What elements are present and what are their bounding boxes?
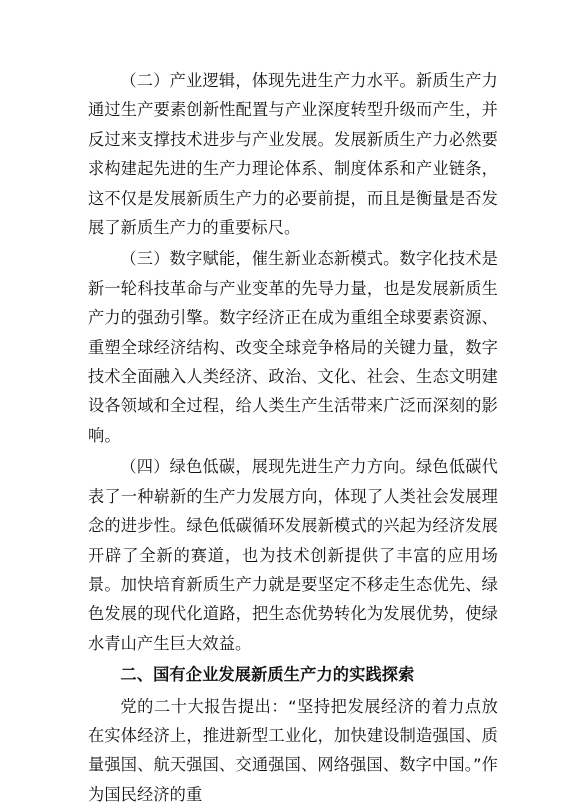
section-heading: 二、国有企业发展新质生产力的实践探索 [120, 665, 415, 685]
document-body [88, 66, 498, 809]
paragraph-industry-logic: （二）产业逻辑，体现先进生产力水平。新质生产力通过生产要素创新性配置与产业深度转型升级而产生，并反过来支撑技术进步与产业发展。发展新质生产力必然要求构建起先进的生产力理论体系、制度体系和产业链条，这不仅是发展新质生产力的必要前提，而且是衡量是否发展了新质生产力的重要标尺。 [88, 71, 498, 238]
paragraph-twentieth-congress-report: 党的二十大报告提出：“坚持把发展经济的着力点放在实体经济上，推进新型工业化，加快建设制造强国、质量强国、航天强国、交通强国、网络强国、数字中国。”作为国民经济的重 [88, 696, 498, 804]
paragraph-digital-empowerment: （三）数字赋能，催生新业态新模式。数字化技术是新一轮科技革命与产业变革的先导力量，也是发展新质生产力的强劲引擎。数字经济正在成为重组全球要素资源、重塑全球经济结构、改变全球竞争格局的关键力量，数字技术全面融入人类经济、政治、文化、社会、生态文明建设各领域和全过程，给人类生产生活带来广泛而深刻的影响。 [88, 249, 498, 445]
paragraph-green-low-carbon: （四）绿色低碳，展现先进生产力方向。绿色低碳代表了一种崭新的生产力发展方向，体现了人类社会发展理念的进步性。绿色低碳循环发展新模式的兴起为经济发展开辟了全新的赛道，也为技术创新提供了丰富的应用场景。加快培育新质生产力就是要坚定不移走生态优先、绿色发展的现代化道路，把生态优势转化为发展优势，使绿水青山产生巨大效益。 [88, 457, 498, 653]
